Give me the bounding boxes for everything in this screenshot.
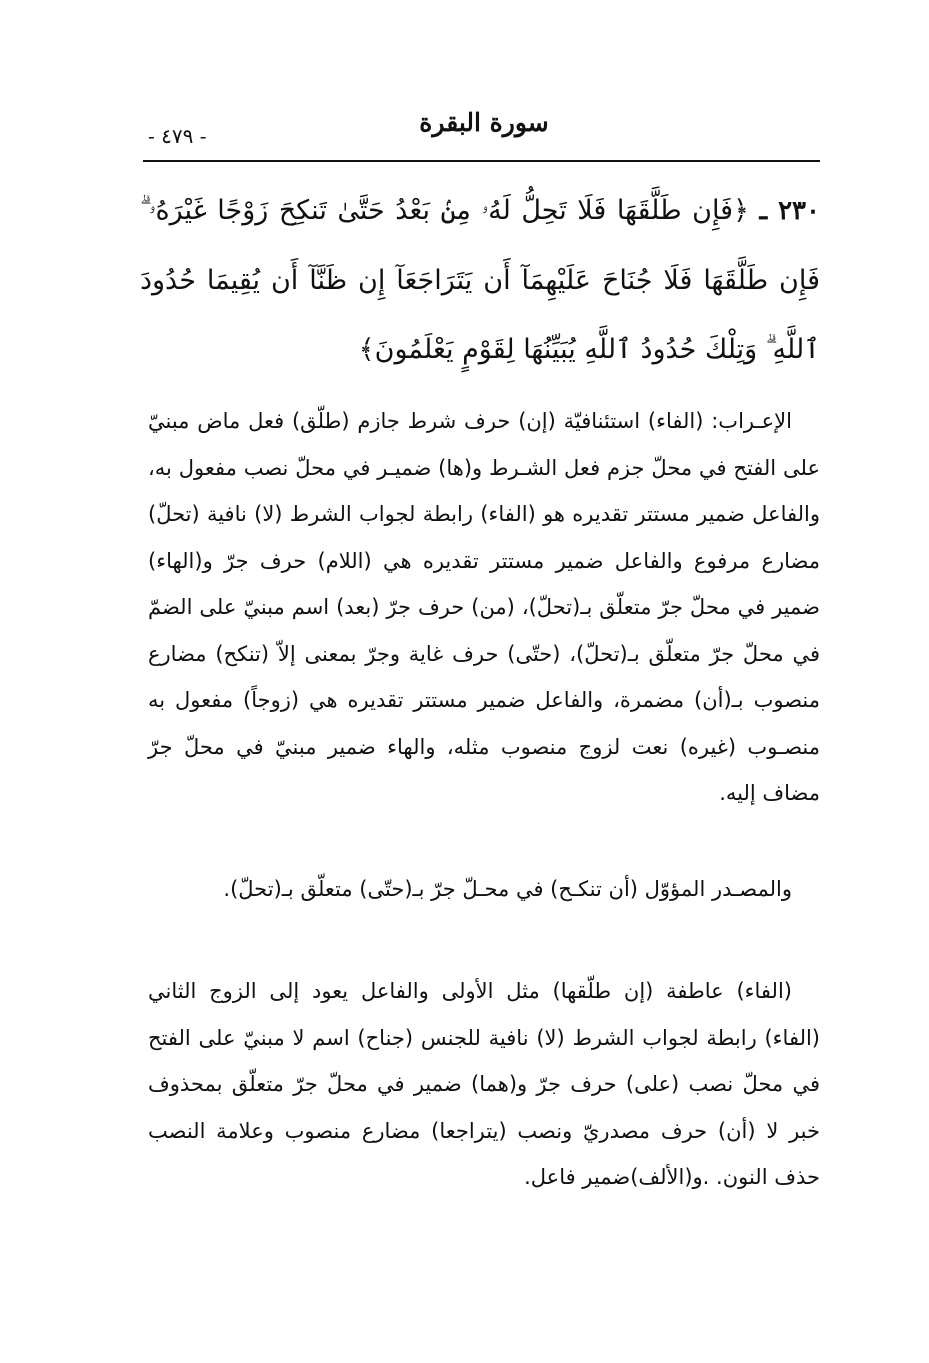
verse-text: ﴿فَإِن طَلَّقَهَا فَلَا تَحِلُّ لَهُۥ مِنۢ بَعْدُ حَتَّىٰ تَنكِحَ زَوْجًا غَيْرَهُۥ ۗ فَإِن طَلَّقَهَا فَلَا جُنَاحَ عَلَيْهِمَآ أَن يَتَرَاجَعَآ إِن ظَنَّآ أَن يُقِيمَا حُدُودَ ٱللَّهِ ۗ وَتِلْكَ حُدُودُ ٱللَّهِ يُبَيِّنُهَا لِقَوْمٍ يَعْلَمُونَ﴾: [140, 195, 820, 365]
surah-title: سورة البقرة: [419, 108, 549, 137]
paragraph-text: (الفاء) عاطفة (إن طلّقها) مثل الأولى والفاعل يعود إلى الزوج الثاني (الفاء) رابطة لجواب الشرط (لا) نافية للجنس (جناح) اسم لا مبنيّ على الفتح في محلّ نصب (على) حرف جرّ و(هما) ضمير في محلّ جرّ متعلّق بمحذوف خبر لا (أن) حرف مصدريّ ونصب (يتراجعا) مضارع منصوب وعلامة النصب حذف النون. .و(الألف)ضمير فاعل.: [148, 979, 820, 1189]
irab-paragraph-3: [148, 968, 820, 1201]
header-divider: [143, 160, 820, 162]
quran-verse: [140, 176, 820, 384]
paragraph-text: الإعـراب: (الفاء) استئنافيّة (إن) حرف شرط جازم (طلّق) فعل ماض مبنيّ على الفتح في محلّ جزم فعل الشـرط و(ها) ضميـر في محلّ نصب مفعول به، والفاعل ضمير مستتر تقديره هو (الفاء) رابطة لجواب الشرط (لا) نافية (تحلّ) مضارع مرفوع والفاعل ضمير مستتر تقديره هي (اللام) حرف جرّ و(الهاء) ضمير في محلّ جرّ متعلّق بـ(تحلّ)، (من) حرف جرّ (بعد) اسم مبنيّ على الضمّ في محلّ جرّ متعلّق بـ(تحلّ)، (حتّى) حرف غاية وجرّ بمعنى إلاّ (تنكح) مضارع منصوب بـ(أن) مضمرة، والفاعل ضمير مستتر تقديره هي (زوجاً) مفعول به منصـوب (غيره) نعت لزوج منصوب مثله، والهاء ضمير مبنيّ في محلّ جرّ مضاف إليه.: [148, 409, 820, 805]
verse-number: ٢٣٠ ـ: [759, 196, 820, 226]
irab-paragraph-2: [148, 866, 820, 913]
irab-paragraph-1: [148, 398, 820, 817]
paragraph-text: والمصـدر المؤوّل (أن تنكـح) في محـلّ جرّ بـ(حتّى) متعلّق بـ(تحلّ).: [223, 877, 792, 901]
page-header: [148, 100, 820, 156]
page-number: - ٤٧٩ -: [148, 124, 207, 148]
